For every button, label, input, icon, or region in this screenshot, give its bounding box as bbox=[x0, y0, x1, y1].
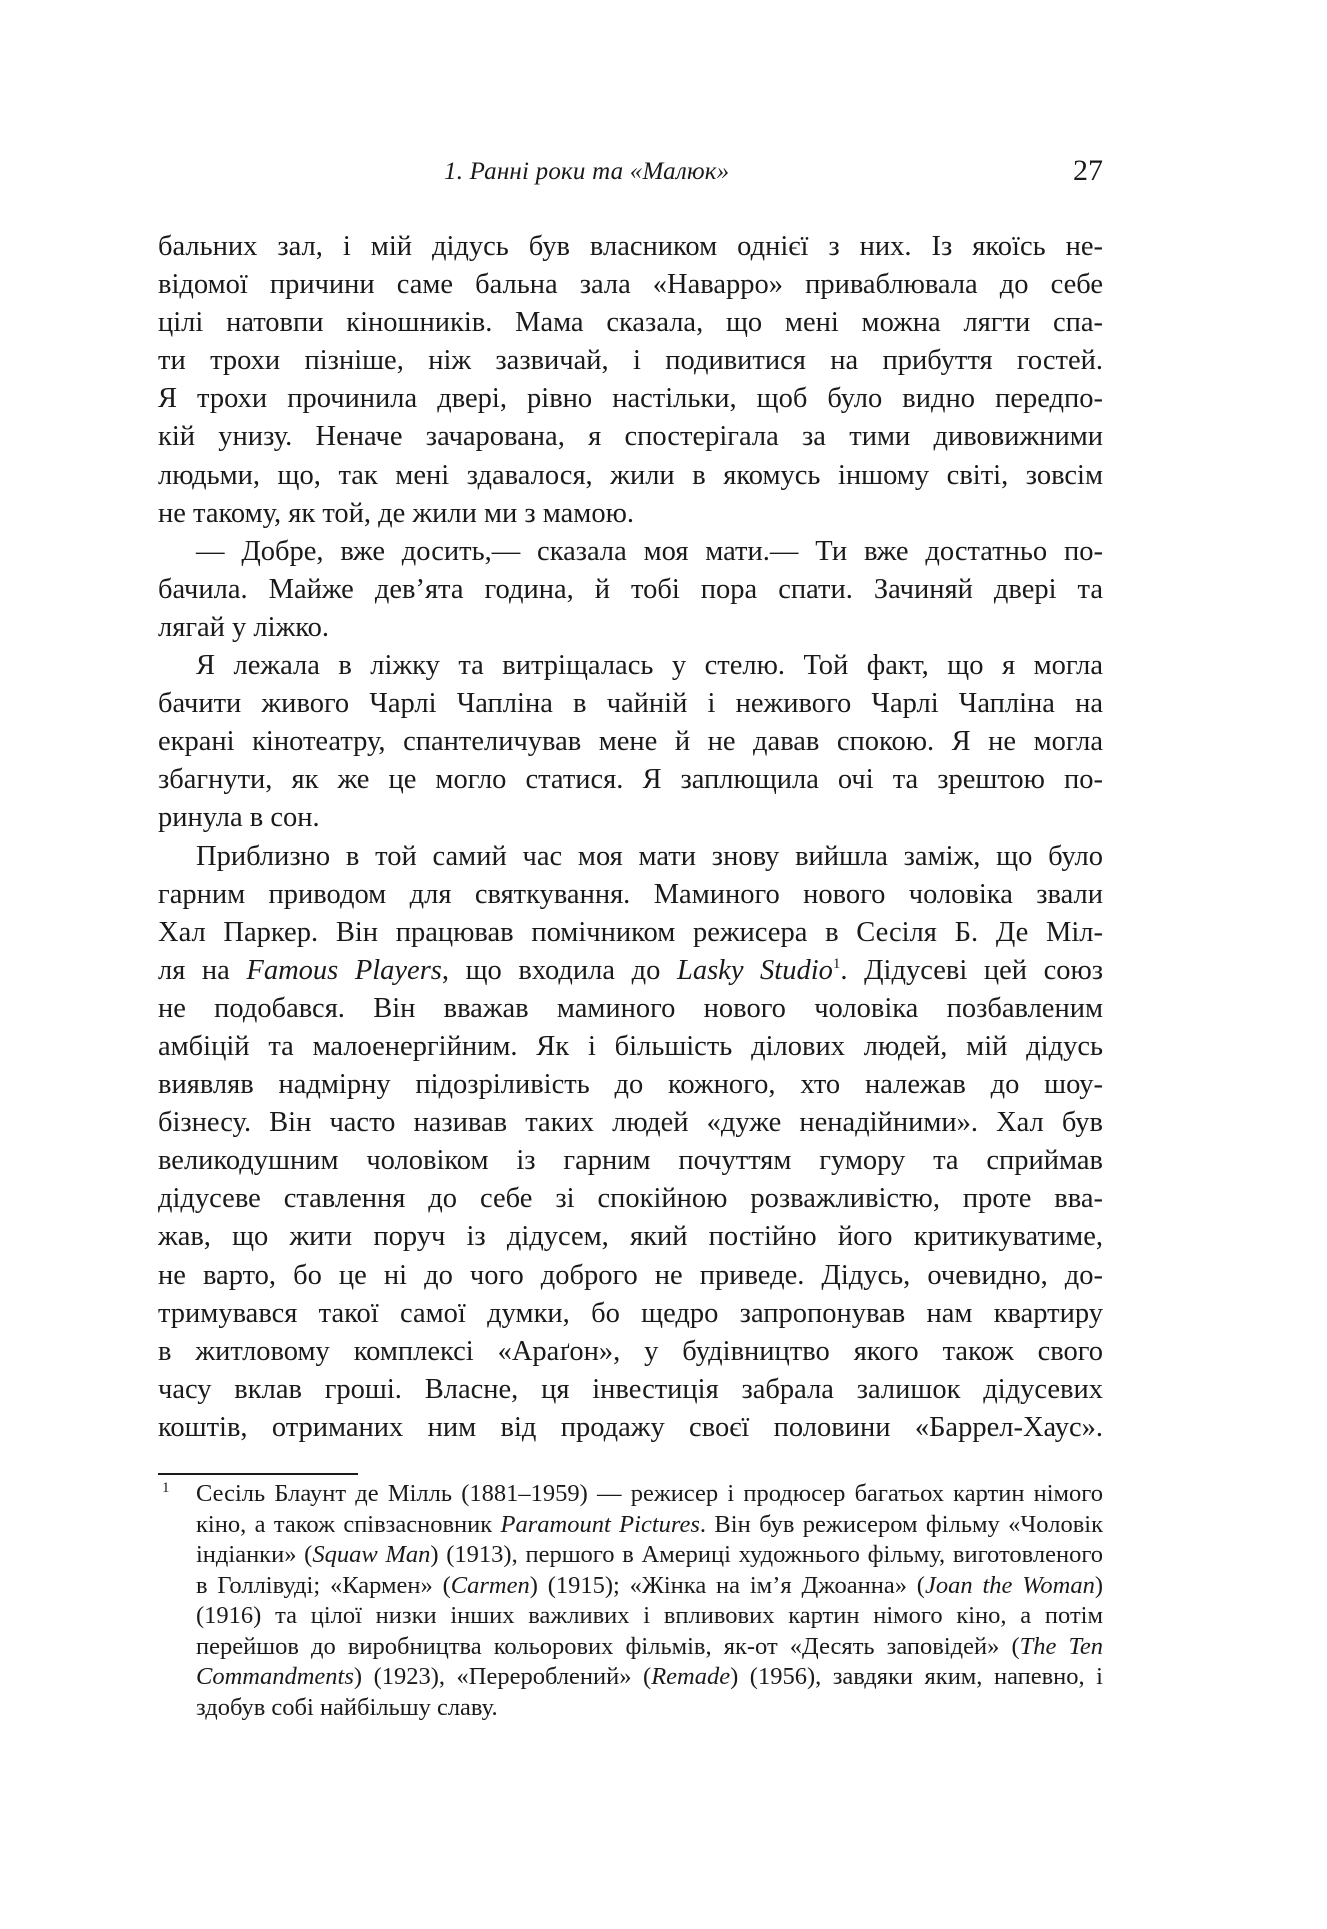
text-line: виявляв надмірну підозріливість до кожного, хто належав до шоу- bbox=[158, 1069, 1103, 1101]
text-line: Хал Паркер. Він працював помічником режисера в Сесіля Б. Де Міл- bbox=[158, 916, 1103, 948]
footnote-mark: 1 bbox=[162, 1480, 170, 1496]
studio-name-lasky-studio: Lasky Studio bbox=[676, 954, 833, 986]
footnote-text: ) (1923), «Перероблений» ( bbox=[353, 1663, 652, 1690]
text-line: бачити живого Чарлі Чапліна в чайній і неживого Чарлі Чапліна на bbox=[158, 688, 1103, 720]
text-line: тримувався такої самої думки, бо щедро запропонував нам квартиру bbox=[158, 1297, 1103, 1329]
text-line: бачила. Майже дев’ята година, й тобі пора спати. Зачиняй двері та bbox=[158, 573, 1103, 605]
text-line: Я лежала в ліжку та витріщалась у стелю. Той факт, що я могла bbox=[196, 650, 1103, 682]
running-head bbox=[158, 154, 1103, 198]
text-line: лягай у ліжко. bbox=[158, 611, 330, 643]
text-line: часу вклав гроші. Власне, ця інвестиція забрала залишок дідусевих bbox=[158, 1373, 1103, 1405]
paragraph-3 bbox=[158, 647, 1103, 837]
text-line: не варто, бо це ні до чого доброго не приведе. Дідусь, очевидно, до- bbox=[158, 1259, 1103, 1291]
text-segment: ля на bbox=[158, 954, 247, 986]
text-line: Приблизно в той самий час моя мати знову вийшла заміж, що було bbox=[196, 840, 1103, 872]
paragraph-2 bbox=[158, 533, 1103, 647]
footnote-text: Сесіль Блаунт де Мілль (1881–1959) — режисер і продюсер багатьох картин німого кіно, а також співзасновник bbox=[196, 1480, 1103, 1538]
text-line: коштів, отриманих ним від продажу своєї половини «Баррел-Хаус». bbox=[158, 1411, 1103, 1443]
text-line: жав, що жити поруч із дідусем, який постійно його критикуватиме, bbox=[158, 1221, 1103, 1253]
text-line: Я трохи прочинила двері, рівно настільки, щоб було видно передпо- bbox=[158, 383, 1103, 415]
text-line: не такому, як той, де жили ми з мамою. bbox=[158, 497, 634, 529]
text-line: — Добре, вже досить,— сказала моя мати.— Ти вже достатньо по- bbox=[196, 535, 1103, 567]
footnote-text: ) (1956), завдяки яким, напевно, і здобув собі найбільшу славу. bbox=[196, 1663, 1103, 1721]
chapter-title: 1. Ранні роки та «Малюк» bbox=[444, 158, 730, 185]
text-line: кій унизу. Неначе зачарована, я спостерігала за тими дивовижними bbox=[158, 421, 1103, 453]
text-line: в житловому комплексі «Араґон», у будівництво якого також свого bbox=[158, 1335, 1103, 1367]
text-line: великодушним чоловіком із гарним почуттям гумору та сприймав bbox=[158, 1145, 1103, 1177]
film-title-ten-commandments: The Ten Commandments bbox=[196, 1632, 1103, 1690]
footnote-text: ) (1915); «Жінка на ім’я Джоанна» ( bbox=[529, 1571, 925, 1599]
film-title-squaw-man: Squaw Man bbox=[312, 1541, 431, 1568]
page-number: 27 bbox=[1073, 154, 1103, 187]
footnote-1 bbox=[158, 1479, 1103, 1723]
footnote-text: ) (1916) та цілої низки інших важливих і впливових картин німого кіно, а потім перейшов до виробництва кольорових фільмів, як-от «Десять заповідей» ( bbox=[196, 1571, 1103, 1660]
text-line: людьми, що, так мені здавалося, жили в якомусь іншому світі, зовсім bbox=[158, 459, 1103, 491]
company-name-paramount: Paramount Pictures bbox=[500, 1510, 700, 1538]
footnotes bbox=[158, 1479, 1103, 1723]
studio-name-famous-players: Famous Players bbox=[246, 954, 442, 986]
text-line: бальних зал, і мій дідусь був власником однієї з них. Із якоїсь не- bbox=[158, 231, 1103, 262]
text-line: амбіцій та малоенергійним. Як і більшість ділових людей, мій дідусь bbox=[158, 1030, 1103, 1062]
film-title-remade: Remade bbox=[651, 1663, 731, 1690]
footnote-divider bbox=[158, 1473, 358, 1475]
text-line: ринула в сон. bbox=[158, 802, 320, 834]
text-line: бізнесу. Він часто називав таких людей «дуже ненадійними». Хал був bbox=[158, 1107, 1103, 1139]
footnote-text: ) (1913), першого в Америці художнього фільму, виготовленого в Голлівуді; «Кармен» ( bbox=[196, 1541, 1104, 1599]
text-line: цілі натовпи кіношників. Мама сказала, що мені можна лягти спа- bbox=[158, 307, 1103, 339]
footnote-text: . Він був режисером фільму «Чоловік індіанки» ( bbox=[196, 1510, 1103, 1568]
text-line: гарним приводом для святкування. Маминого нового чоловіка звали bbox=[158, 878, 1103, 910]
body-text bbox=[158, 228, 1103, 1447]
film-title-carmen: Carmen bbox=[450, 1571, 530, 1599]
text-segment: , що входила до bbox=[441, 954, 677, 986]
text-line: дідусеве ставлення до себе зі спокійною розважливістю, проте вва- bbox=[158, 1183, 1103, 1215]
paragraph-4 bbox=[158, 838, 1103, 1448]
text-segment: . Дідусеві цей союз bbox=[840, 954, 1104, 986]
footnote-reference[interactable]: 1 bbox=[832, 955, 841, 972]
text-line: збагнути, як же це могло статися. Я заплющила очі та зрештою по- bbox=[158, 764, 1103, 796]
text-line: ти трохи пізніше, ніж зазвичай, і подивитися на прибуття гостей. bbox=[158, 345, 1103, 377]
text-line-with-italics bbox=[158, 952, 1103, 990]
paragraph-1 bbox=[158, 228, 1103, 533]
text-line: відомої причини саме бальна зала «Наварро» приваблювала до себе bbox=[158, 269, 1103, 301]
text-line: екрані кінотеатру, спантеличував мене й не давав спокою. Я не могла bbox=[158, 726, 1103, 758]
film-title-joan-the-woman: Joan the Woman bbox=[924, 1571, 1095, 1599]
text-line: не подобався. Він вважав маминого нового чоловіка позбавленим bbox=[158, 992, 1103, 1024]
